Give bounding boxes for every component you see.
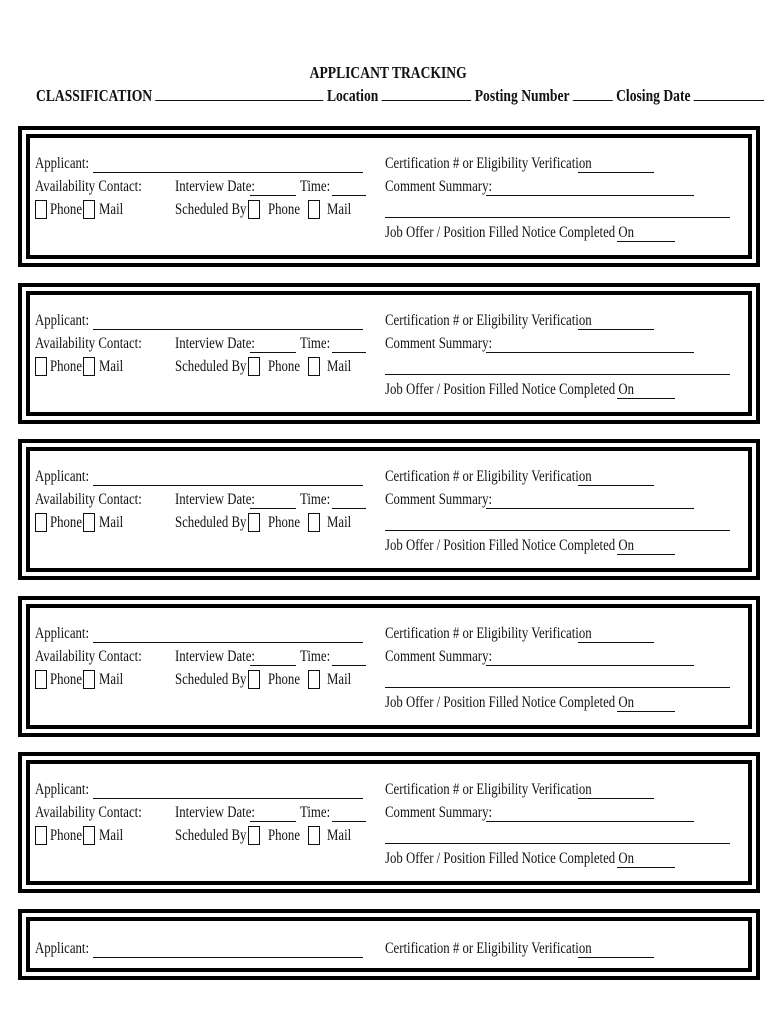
comment-summary-field[interactable] bbox=[486, 665, 694, 666]
job-offer-label: Job Offer / Position Filled Notice Completed On bbox=[385, 537, 634, 554]
scheduled-mail-label: Mail bbox=[327, 201, 352, 218]
certification-label: Certification # or Eligibility Verification bbox=[385, 781, 592, 798]
mail-checkbox[interactable] bbox=[83, 826, 95, 845]
scheduled-by-label: Scheduled By bbox=[175, 671, 247, 688]
classification-field[interactable] bbox=[156, 86, 324, 101]
applicant-card bbox=[18, 909, 760, 980]
applicant-name-field[interactable] bbox=[93, 329, 363, 330]
applicant-label: Applicant: bbox=[35, 940, 90, 957]
comment-summary-field-line-2[interactable] bbox=[385, 374, 730, 375]
comment-summary-field[interactable] bbox=[486, 195, 694, 196]
interview-date-field[interactable] bbox=[250, 195, 296, 196]
job-offer-date-field[interactable] bbox=[617, 398, 675, 399]
applicant-name-field[interactable] bbox=[93, 957, 363, 958]
mail-checkbox[interactable] bbox=[83, 670, 95, 689]
job-offer-date-field[interactable] bbox=[617, 241, 675, 242]
certification-field[interactable] bbox=[578, 642, 654, 643]
phone-checkbox[interactable] bbox=[35, 357, 47, 376]
scheduled-mail-checkbox[interactable] bbox=[308, 200, 320, 219]
phone-checkbox[interactable] bbox=[35, 826, 47, 845]
mail-label: Mail bbox=[99, 671, 124, 688]
applicant-card-inner bbox=[26, 760, 752, 885]
interview-date-label: Interview Date: bbox=[175, 648, 255, 665]
phone-label: Phone bbox=[50, 514, 82, 531]
comment-summary-label: Comment Summary: bbox=[385, 335, 493, 352]
applicant-card-inner bbox=[26, 447, 752, 572]
scheduled-phone-label: Phone bbox=[268, 514, 300, 531]
scheduled-by-label: Scheduled By bbox=[175, 358, 247, 375]
time-field[interactable] bbox=[332, 665, 366, 666]
scheduled-mail-checkbox[interactable] bbox=[308, 826, 320, 845]
time-label: Time: bbox=[300, 491, 331, 508]
certification-field[interactable] bbox=[578, 172, 654, 173]
applicant-card-inner bbox=[26, 917, 752, 972]
scheduled-mail-checkbox[interactable] bbox=[308, 670, 320, 689]
mail-checkbox[interactable] bbox=[83, 357, 95, 376]
interview-date-label: Interview Date: bbox=[175, 178, 255, 195]
scheduled-phone-checkbox[interactable] bbox=[248, 826, 260, 845]
comment-summary-field[interactable] bbox=[486, 821, 694, 822]
applicant-card bbox=[18, 439, 760, 580]
applicant-name-field[interactable] bbox=[93, 172, 363, 173]
time-field[interactable] bbox=[332, 352, 366, 353]
interview-date-field[interactable] bbox=[250, 352, 296, 353]
comment-summary-label: Comment Summary: bbox=[385, 491, 493, 508]
time-label: Time: bbox=[300, 804, 331, 821]
posting-number-field[interactable] bbox=[573, 86, 613, 101]
scheduled-phone-checkbox[interactable] bbox=[248, 670, 260, 689]
interview-date-label: Interview Date: bbox=[175, 804, 255, 821]
comment-summary-label: Comment Summary: bbox=[385, 804, 493, 821]
applicant-card bbox=[18, 596, 760, 737]
phone-label: Phone bbox=[50, 201, 82, 218]
time-label: Time: bbox=[300, 648, 331, 665]
applicant-card bbox=[18, 752, 760, 893]
scheduled-mail-checkbox[interactable] bbox=[308, 513, 320, 532]
scheduled-mail-label: Mail bbox=[327, 514, 352, 531]
location-label: Location bbox=[326, 86, 379, 105]
title-text: APPLICANT TRACKING bbox=[309, 63, 467, 82]
applicant-label: Applicant: bbox=[35, 155, 90, 172]
scheduled-phone-label: Phone bbox=[268, 358, 300, 375]
applicant-label: Applicant: bbox=[35, 625, 90, 642]
comment-summary-field[interactable] bbox=[486, 352, 694, 353]
phone-checkbox[interactable] bbox=[35, 200, 47, 219]
comment-summary-field-line-2[interactable] bbox=[385, 843, 730, 844]
applicant-label: Applicant: bbox=[35, 468, 90, 485]
time-label: Time: bbox=[300, 178, 331, 195]
applicant-card-inner bbox=[26, 291, 752, 416]
scheduled-phone-checkbox[interactable] bbox=[248, 357, 260, 376]
comment-summary-field-line-2[interactable] bbox=[385, 687, 730, 688]
scheduled-phone-label: Phone bbox=[268, 827, 300, 844]
page-title bbox=[0, 63, 770, 83]
job-offer-date-field[interactable] bbox=[617, 554, 675, 555]
classification-label: CLASSIFICATION bbox=[36, 86, 153, 105]
header-line bbox=[36, 86, 770, 106]
certification-field[interactable] bbox=[578, 329, 654, 330]
job-offer-label: Job Offer / Position Filled Notice Completed On bbox=[385, 381, 634, 398]
location-field[interactable] bbox=[382, 86, 472, 101]
availability-contact-label: Availability Contact: bbox=[35, 491, 142, 508]
availability-contact-label: Availability Contact: bbox=[35, 335, 142, 352]
mail-label: Mail bbox=[99, 514, 124, 531]
phone-label: Phone bbox=[50, 358, 82, 375]
certification-label: Certification # or Eligibility Verification bbox=[385, 312, 592, 329]
applicant-label: Applicant: bbox=[35, 781, 90, 798]
job-offer-label: Job Offer / Position Filled Notice Completed On bbox=[385, 850, 634, 867]
scheduled-phone-label: Phone bbox=[268, 201, 300, 218]
phone-label: Phone bbox=[50, 827, 82, 844]
mail-checkbox[interactable] bbox=[83, 200, 95, 219]
applicant-name-field[interactable] bbox=[93, 798, 363, 799]
certification-field[interactable] bbox=[578, 957, 654, 958]
scheduled-mail-checkbox[interactable] bbox=[308, 357, 320, 376]
interview-date-label: Interview Date: bbox=[175, 491, 255, 508]
time-field[interactable] bbox=[332, 821, 366, 822]
mail-label: Mail bbox=[99, 827, 124, 844]
scheduled-mail-label: Mail bbox=[327, 358, 352, 375]
certification-label: Certification # or Eligibility Verification bbox=[385, 940, 592, 957]
availability-contact-label: Availability Contact: bbox=[35, 804, 142, 821]
applicant-name-field[interactable] bbox=[93, 485, 363, 486]
availability-contact-label: Availability Contact: bbox=[35, 178, 142, 195]
time-label: Time: bbox=[300, 335, 331, 352]
job-offer-label: Job Offer / Position Filled Notice Completed On bbox=[385, 694, 634, 711]
comment-summary-field-line-2[interactable] bbox=[385, 530, 730, 531]
certification-label: Certification # or Eligibility Verification bbox=[385, 468, 592, 485]
applicant-label: Applicant: bbox=[35, 312, 90, 329]
applicant-card bbox=[18, 283, 760, 424]
interview-date-field[interactable] bbox=[250, 821, 296, 822]
certification-label: Certification # or Eligibility Verification bbox=[385, 625, 592, 642]
phone-checkbox[interactable] bbox=[35, 670, 47, 689]
phone-label: Phone bbox=[50, 671, 82, 688]
scheduled-phone-checkbox[interactable] bbox=[248, 200, 260, 219]
scheduled-by-label: Scheduled By bbox=[175, 201, 247, 218]
closing-date-field[interactable] bbox=[694, 86, 764, 101]
posting-number-label: Posting Number bbox=[474, 86, 570, 105]
applicant-name-field[interactable] bbox=[93, 642, 363, 643]
applicant-card-inner bbox=[26, 604, 752, 729]
scheduled-phone-checkbox[interactable] bbox=[248, 513, 260, 532]
closing-date-label: Closing Date bbox=[616, 86, 691, 105]
certification-field[interactable] bbox=[578, 798, 654, 799]
scheduled-by-label: Scheduled By bbox=[175, 514, 247, 531]
job-offer-label: Job Offer / Position Filled Notice Completed On bbox=[385, 224, 634, 241]
time-field[interactable] bbox=[332, 195, 366, 196]
certification-label: Certification # or Eligibility Verification bbox=[385, 155, 592, 172]
mail-label: Mail bbox=[99, 358, 124, 375]
applicant-card-inner bbox=[26, 134, 752, 259]
comment-summary-label: Comment Summary: bbox=[385, 178, 493, 195]
interview-date-field[interactable] bbox=[250, 508, 296, 509]
mail-checkbox[interactable] bbox=[83, 513, 95, 532]
phone-checkbox[interactable] bbox=[35, 513, 47, 532]
comment-summary-label: Comment Summary: bbox=[385, 648, 493, 665]
job-offer-date-field[interactable] bbox=[617, 711, 675, 712]
interview-date-label: Interview Date: bbox=[175, 335, 255, 352]
scheduled-mail-label: Mail bbox=[327, 827, 352, 844]
certification-field[interactable] bbox=[578, 485, 654, 486]
job-offer-date-field[interactable] bbox=[617, 867, 675, 868]
availability-contact-label: Availability Contact: bbox=[35, 648, 142, 665]
time-field[interactable] bbox=[332, 508, 366, 509]
comment-summary-field[interactable] bbox=[486, 508, 694, 509]
interview-date-field[interactable] bbox=[250, 665, 296, 666]
comment-summary-field-line-2[interactable] bbox=[385, 217, 730, 218]
scheduled-by-label: Scheduled By bbox=[175, 827, 247, 844]
scheduled-phone-label: Phone bbox=[268, 671, 300, 688]
scheduled-mail-label: Mail bbox=[327, 671, 352, 688]
applicant-card bbox=[18, 126, 760, 267]
mail-label: Mail bbox=[99, 201, 124, 218]
